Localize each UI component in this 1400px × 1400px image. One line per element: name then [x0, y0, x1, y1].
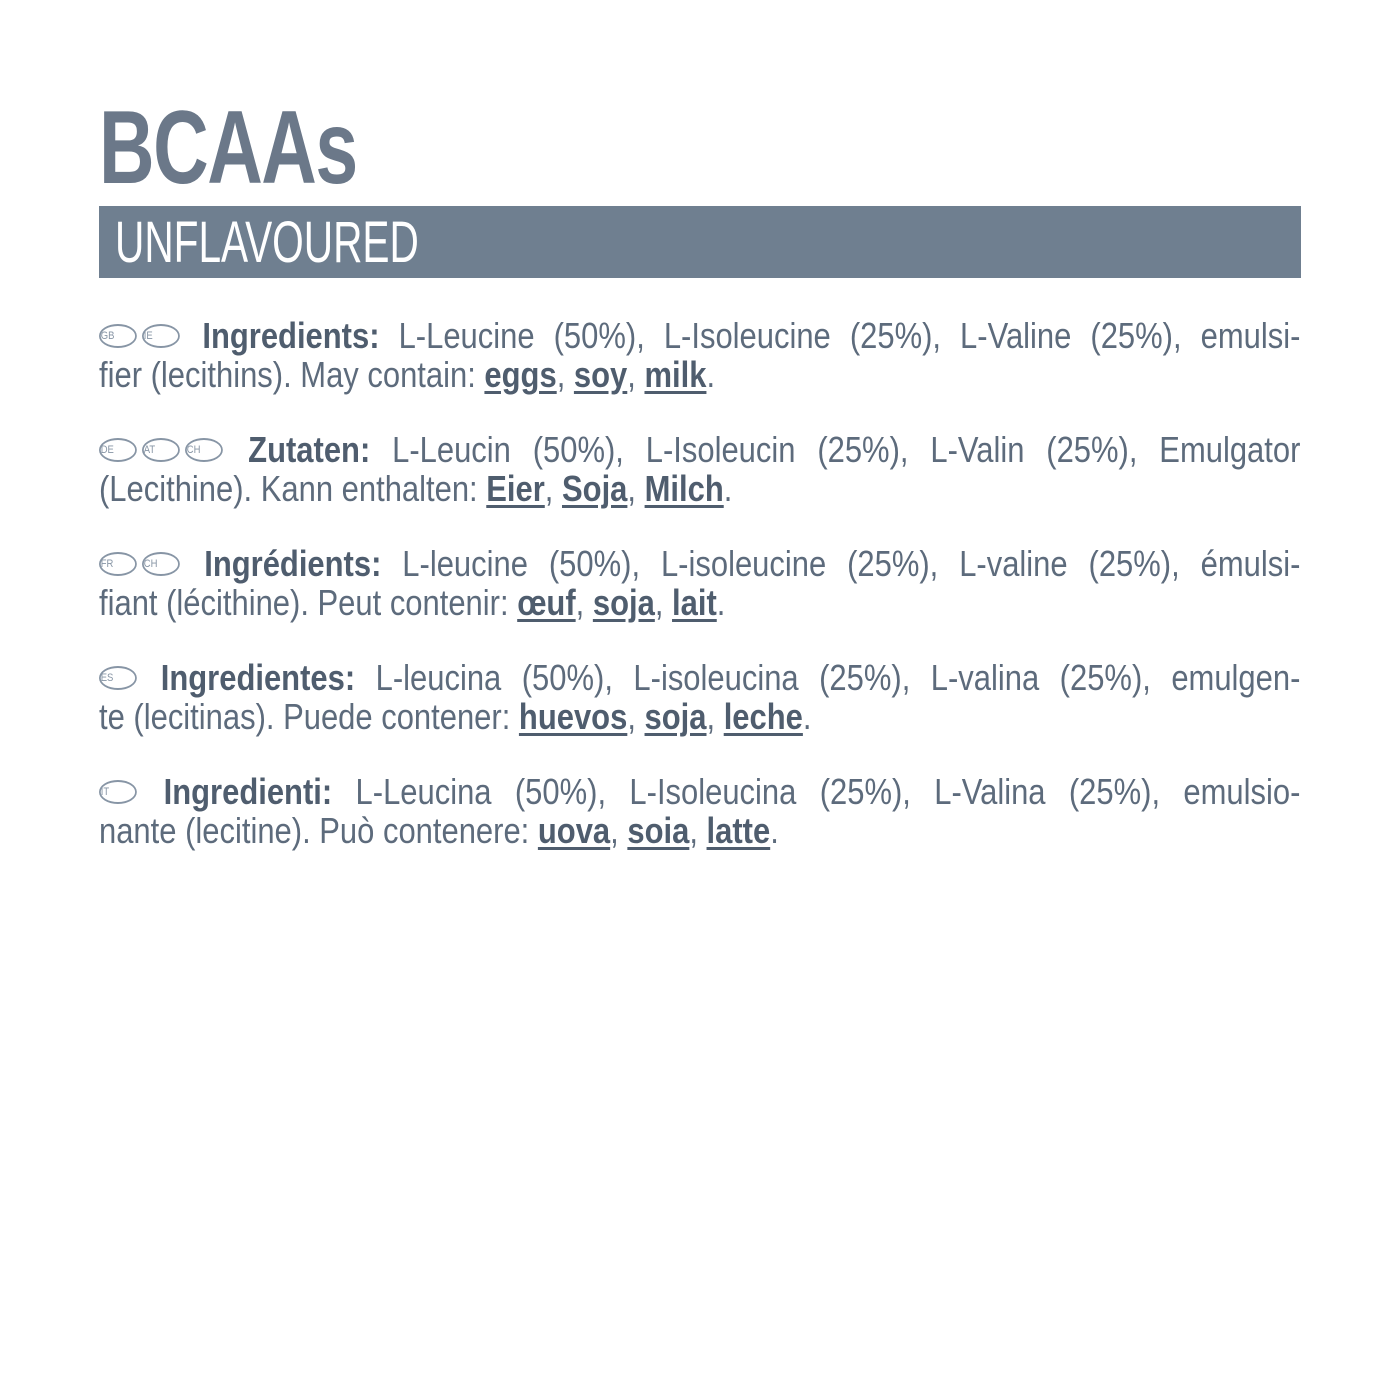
ingredients-label: Ingredientes: — [160, 657, 356, 698]
language-code-icon: AT — [142, 438, 180, 462]
allergen: Eier — [486, 468, 545, 509]
allergen: soja — [592, 582, 655, 623]
end-period: . — [716, 582, 726, 623]
ingredients-text: L-Leucin (50%), L-Isoleucin (25%), L-Valin (25%), Emulgator — [392, 429, 1301, 470]
flavour-banner — [99, 206, 1301, 278]
ingredients-label: Zutaten: — [248, 429, 371, 470]
separator: , — [544, 468, 563, 509]
allergen: soia — [627, 810, 690, 851]
language-icons — [99, 769, 133, 811]
ingredients-text: fiant (lécithine). Peut contenir: — [99, 582, 509, 623]
allergen: eggs — [484, 354, 557, 395]
ingredients-text: L-Leucine (50%), L-Isoleucine (25%), L-Valine (25%), emulsi- — [398, 315, 1301, 356]
separator: , — [556, 354, 574, 395]
ingredients-line-2 — [99, 696, 811, 738]
allergen: œuf — [517, 582, 576, 623]
allergen: milk — [644, 354, 707, 395]
ingredients-text: L-leucine (50%), L-isoleucine (25%), L-valine (25%), émulsi- — [402, 543, 1301, 584]
end-period: . — [706, 354, 716, 395]
ingredients-text: L-leucina (50%), L-isoleucina (25%), L-valina (25%), emulgen- — [375, 657, 1301, 698]
ingredients-line-1 — [99, 655, 1300, 697]
allergen: soja — [644, 696, 707, 737]
ingredients-text: te (lecitinas). Puede contener: — [99, 696, 511, 737]
ingredients-line-1 — [99, 769, 1300, 811]
flavour-name: UNFLAVOURED — [115, 210, 419, 275]
ingredients-label: Ingredients: — [202, 315, 380, 356]
language-code-icon: IE — [142, 324, 180, 348]
ingredients-it — [99, 769, 1301, 853]
end-period: . — [770, 810, 779, 851]
separator: , — [689, 810, 707, 851]
ingredients-line-2 — [99, 468, 732, 510]
ingredients-line-1 — [99, 427, 1300, 469]
ingredients-text: L-Leucina (50%), L-Isoleucina (25%), L-Valina (25%), emulsio- — [355, 771, 1301, 812]
ingredients-label: Ingrédients: — [204, 543, 382, 584]
ingredients-label: Ingredienti: — [163, 771, 333, 812]
ingredients-en — [99, 313, 1301, 397]
allergen: lait — [672, 582, 717, 623]
separator: , — [627, 468, 645, 509]
language-code-icon: CH — [185, 438, 223, 462]
separator: , — [706, 696, 724, 737]
language-code-icon: IT — [99, 780, 137, 804]
language-icons — [99, 313, 176, 355]
language-code-icon: ES — [99, 666, 137, 690]
ingredient-label — [99, 90, 1301, 851]
separator: , — [575, 582, 593, 623]
end-period: . — [802, 696, 812, 737]
ingredients-line-2 — [99, 582, 725, 624]
ingredients-de — [99, 427, 1301, 511]
language-code-icon: FR — [99, 552, 137, 576]
allergen: leche — [723, 696, 803, 737]
language-icons — [99, 541, 176, 583]
language-icons — [99, 427, 219, 469]
allergen: Milch — [644, 468, 724, 509]
ingredients-line-2 — [99, 354, 715, 396]
separator: , — [627, 354, 645, 395]
ingredients-line-1 — [99, 313, 1300, 355]
ingredients-line-1 — [99, 541, 1300, 583]
separator: , — [627, 696, 645, 737]
allergen: huevos — [518, 696, 628, 737]
allergen: Soja — [562, 468, 628, 509]
ingredients-text: nante (lecitine). Può contenere: — [99, 810, 530, 851]
ingredients-fr — [99, 541, 1301, 625]
separator: , — [654, 582, 673, 623]
product-title: BCAAs — [99, 90, 357, 206]
separator: , — [610, 810, 628, 851]
ingredients-text: (Lecithine). Kann enthalten: — [99, 468, 478, 509]
end-period: . — [723, 468, 733, 509]
ingredients-line-2 — [99, 810, 779, 852]
allergen: soy — [573, 354, 628, 395]
language-code-icon: CH — [142, 552, 180, 576]
language-code-icon: GB — [99, 324, 137, 348]
ingredients-es — [99, 655, 1301, 739]
ingredients-text: fier (lecithins). May contain: — [99, 354, 476, 395]
language-code-icon: DE — [99, 438, 137, 462]
allergen: latte — [706, 810, 771, 851]
language-icons — [99, 655, 133, 697]
allergen: uova — [537, 810, 611, 851]
